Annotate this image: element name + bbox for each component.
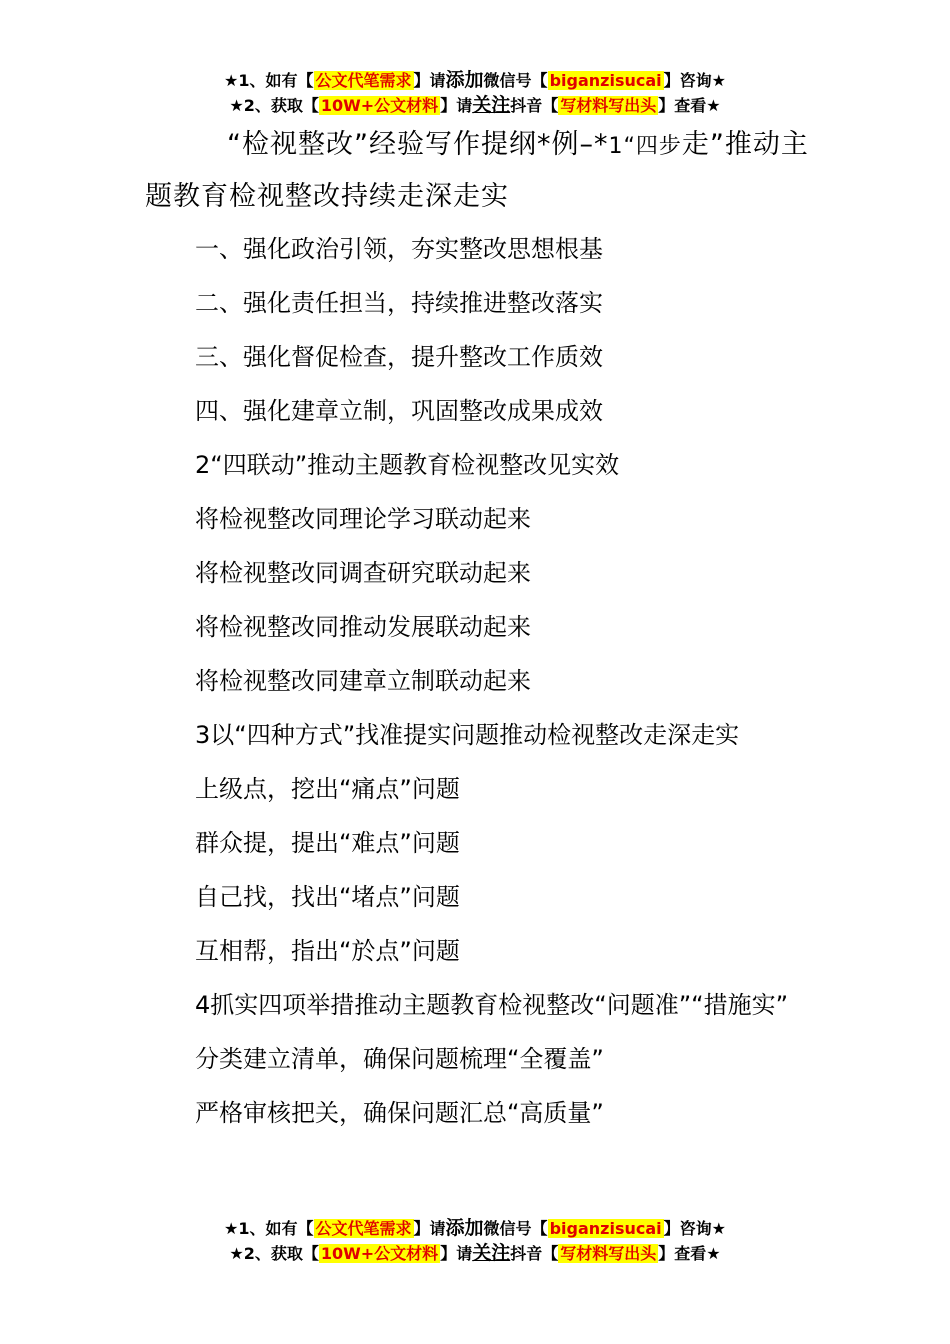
outline-item: 严格审核把关，确保问题汇总“高质量” — [195, 1099, 604, 1127]
outline-item: 将检视整改同建章立制联动起来 — [195, 667, 531, 695]
highlight-materials: 10W+公文材料 — [320, 1244, 439, 1263]
document-body — [145, 120, 810, 1140]
banner-line-2: ★2、获取【 10W+公文材料 】请关注抖音【 写材料写出头 】查看★ — [229, 1242, 721, 1264]
banner-line-2: ★2、获取【 10W+公文材料 】请关注抖音【 写材料写出头 】查看★ — [229, 94, 721, 116]
outline-item: 三、强化督促检查，提升整改工作质效 — [195, 343, 603, 371]
highlight-douyin: 写材料写出头 — [560, 96, 657, 115]
highlight-service: 公文代笔需求 — [315, 1219, 412, 1238]
highlight-service: 公文代笔需求 — [315, 71, 412, 90]
outline-item-wrapped: 4抓实四项举措推动主题教育检视整改“问题准”“措施实” — [195, 991, 789, 1019]
banner-line-1: ★1、如有【 公文代笔需求 】请添加微信号【 biganzisucai 】咨询★ — [224, 1217, 726, 1239]
outline-item: 分类建立清单，确保问题梳理“全覆盖” — [195, 1045, 604, 1073]
outline-item: 四、强化建章立制，巩固整改成果成效 — [195, 397, 603, 425]
highlight-douyin: 写材料写出头 — [560, 1244, 657, 1263]
outline-item: 一、强化政治引领，夯实整改思想根基 — [195, 235, 603, 263]
outline-item: 将检视整改同理论学习联动起来 — [195, 505, 531, 533]
footer-banner — [0, 1216, 950, 1266]
page-title: “检视整改”经验写作提纲*例–*1“四步走”推动主题教育检视整改持续走深走实 — [145, 129, 809, 212]
outline-item: 上级点，挖出“痛点”问题 — [195, 775, 460, 803]
outline-item: 将检视整改同调查研究联动起来 — [195, 559, 531, 587]
outline-item: 自己找，找出“堵点”问题 — [195, 883, 460, 911]
highlight-wechat-id: biganzisucai — [549, 71, 662, 90]
outline-item: 互相帮，指出“於点”问题 — [195, 937, 460, 965]
outline-item: 2“四联动”推动主题教育检视整改见实效 — [195, 451, 620, 479]
highlight-materials: 10W+公文材料 — [320, 96, 439, 115]
banner-line-1: ★1、如有【 公文代笔需求 】请添加微信号【 biganzisucai 】咨询★ — [224, 69, 726, 91]
outline-item: 3以“四种方式”找准提实问题推动检视整改走深走实 — [195, 721, 740, 749]
outline-item: 二、强化责任担当，持续推进整改落实 — [195, 289, 603, 317]
header-banner — [0, 68, 950, 118]
outline-item: 将检视整改同推动发展联动起来 — [195, 613, 531, 641]
outline-item: 群众提，提出“难点”问题 — [195, 829, 460, 857]
highlight-wechat-id: biganzisucai — [549, 1219, 662, 1238]
